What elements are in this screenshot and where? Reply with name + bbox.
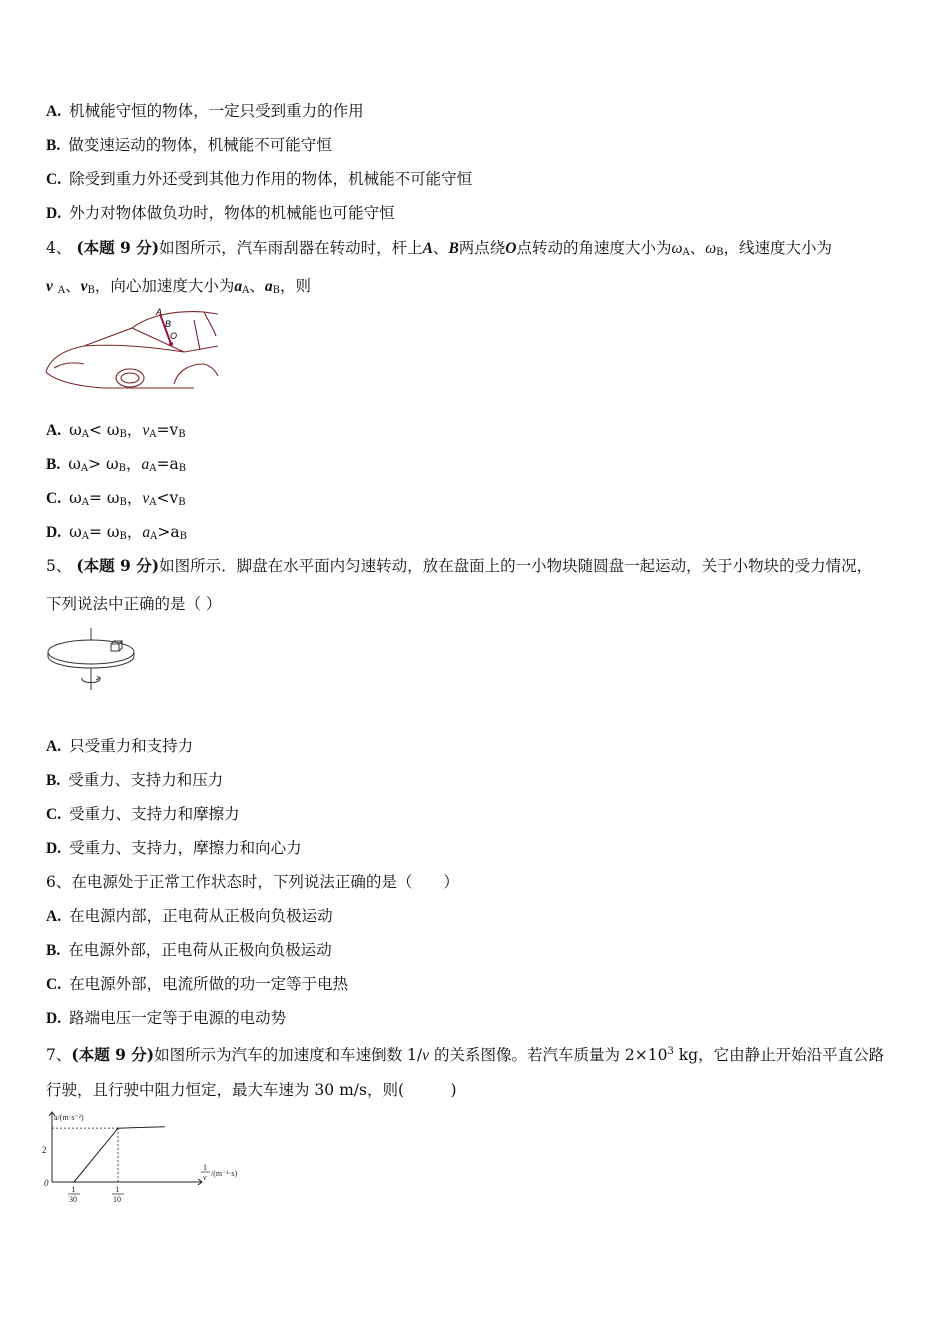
front-wheel-hub (121, 373, 139, 383)
q3-option-d: D. 外力对物体做负功时，物体的机械能也可能守恒 (46, 204, 395, 222)
q4-option-b: B. $\omega_A> \omega_B$，$a_A=a_B$ (46, 455, 187, 474)
x-tick-numerator: 1 (71, 1185, 76, 1194)
series-line (74, 1127, 164, 1182)
headlight-line (54, 363, 84, 368)
origin-label: 0 (44, 1178, 49, 1188)
q6-option-c: C. 在电源外部，电流所做的功一定等于电热 (46, 975, 349, 993)
q6-stem: 6、在电源处于正常工作状态时，下列说法正确的是（ ） (46, 873, 459, 891)
q5-option-a: A. 只受重力和支持力 (46, 737, 194, 755)
pivot-point-o (169, 342, 173, 346)
q4-option-a: A. $\omega_A< \omega_B$，$v_A=v_B$ (46, 421, 186, 440)
q4-stem-line2: v $_A$、$v_B$，向心加速度大小为$a_A$、$a_B$，则 (46, 277, 311, 296)
q3-option-a: A. 机械能守恒的物体，一定只受到重力的作用 (46, 102, 364, 120)
q3-option-c: C. 除受到重力外还受到其他力作用的物体，机械能不可能守恒 (46, 170, 473, 188)
x-label-numerator: 1 (203, 1163, 207, 1172)
disc-top (48, 640, 134, 664)
mirror-line (204, 312, 216, 336)
rotating-disc-figure (44, 624, 140, 696)
q6-option-a: A. 在电源内部，正电荷从正极向负极运动 (46, 907, 333, 925)
q7-stem-line2: 行驶，且行驶中阻力恒定，最大车速为 30 m/s，则( ) (46, 1081, 457, 1099)
x-tick-denominator: 30 (68, 1195, 77, 1204)
x-tick-denominator: 10 (113, 1195, 121, 1204)
car-hood-line (84, 345, 218, 352)
small-block (111, 644, 119, 651)
q7-stem-line1: 7、(本题 9 分)如图所示为汽车的加速度和车速倒数 1/v 的关系图像。若汽车质量为 $2\times 10^3$ kg，它由静止开始沿平直公路 (46, 1045, 885, 1065)
q3-option-b: B. 做变速运动的物体，机械能不可能守恒 (46, 136, 332, 154)
x-label-denominator: v (203, 1173, 207, 1182)
q4-option-d: D. $\omega_A= \omega_B$，$a_A>a_B$ (46, 523, 187, 542)
q5-option-d: D. 受重力、支持力，摩擦力和向心力 (46, 839, 302, 857)
data-point (73, 1181, 74, 1182)
q5-option-b: B. 受重力、支持力和压力 (46, 771, 224, 789)
q5-stem-line1: 5、 (本题 9 分)如图所示．脚盘在水平面内匀速转动，放在盘面上的一小物块随圆盘一起运动，关于小物块的受力情况， (46, 556, 873, 575)
q6-option-b: B. 在电源外部，正电荷从正极向负极运动 (46, 941, 332, 959)
q5-option-c: C. 受重力、支持力和摩擦力 (46, 805, 240, 823)
car-lower-outline (46, 372, 194, 388)
car-wiper-figure (44, 306, 220, 392)
rotation-arrowhead (96, 676, 100, 680)
q4-option-c: C. $\omega_A= \omega_B$，$v_A<v_B$ (46, 489, 186, 508)
label-a: A (156, 307, 163, 317)
acceleration-chart (42, 1108, 262, 1204)
y-axis-label: a/(m·s⁻²) (54, 1113, 84, 1122)
q6-option-d: D. 路端电压一定等于电源的电动势 (46, 1009, 287, 1027)
front-wheel (116, 369, 144, 387)
rear-arch (174, 364, 218, 384)
data-point (164, 1126, 165, 1127)
y-tick-label: 2 (42, 1145, 47, 1155)
x-label-unit: /(m⁻¹·s) (211, 1169, 238, 1178)
a-pillar-line (194, 320, 200, 350)
q5-stem-line2: 下列说法中正确的是（ ） (46, 595, 222, 613)
q4-stem-line1: 4、 (本题 9 分)如图所示，汽车雨刮器在转动时，杆上A、B两点绕O点转动的角速度大小为$\omega_A$、$\omega_B$，线速度大小为 (46, 238, 833, 258)
label-o: O (170, 331, 178, 341)
x-tick-numerator: 1 (115, 1185, 120, 1194)
label-b: B (165, 319, 172, 329)
